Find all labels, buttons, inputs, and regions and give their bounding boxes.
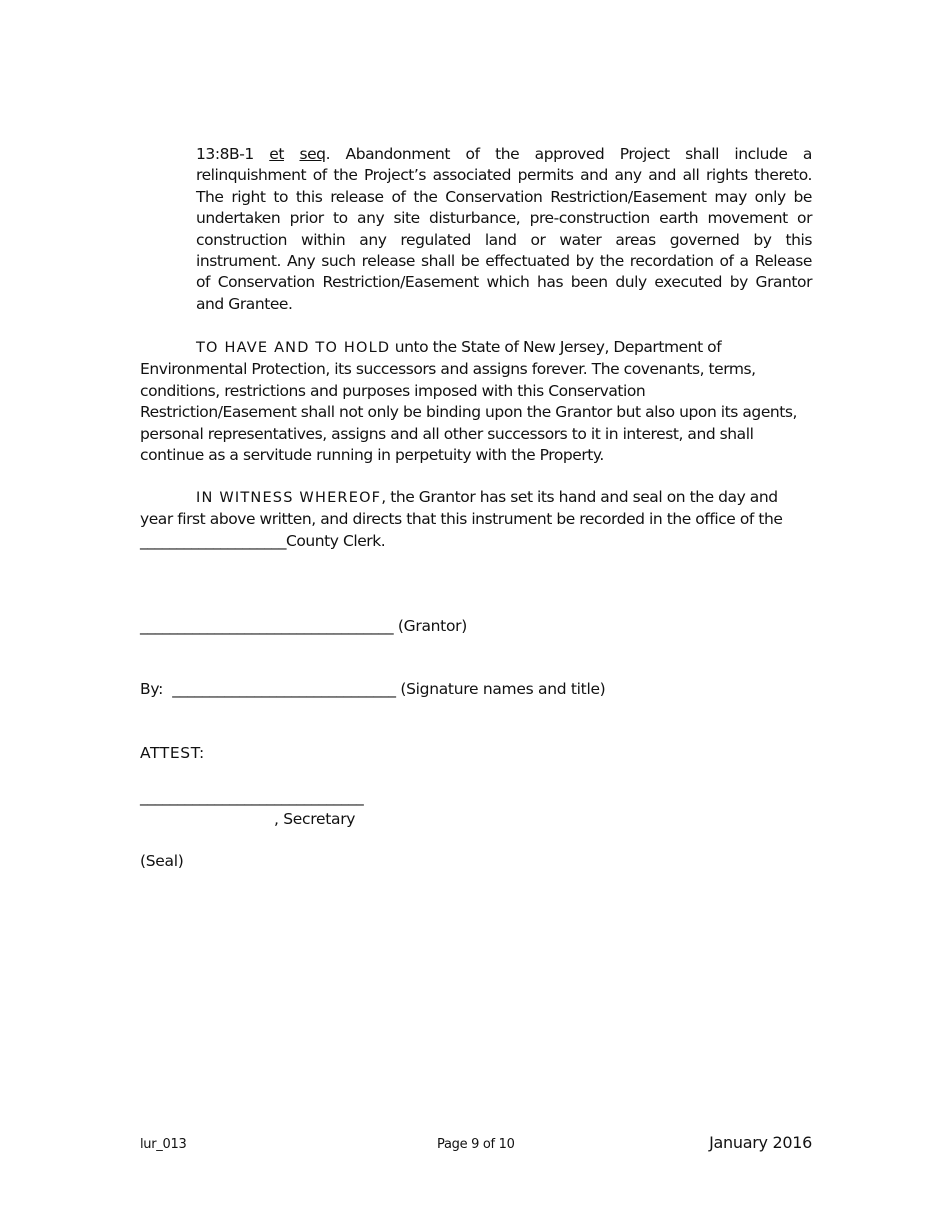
grantor-signature-line: __________________________________ (Grantor) [140, 617, 467, 635]
paragraph-line: TO HAVE AND TO HOLD unto the State of New Jersey, Department of [196, 338, 722, 356]
attest-label: ATTEST: [140, 744, 205, 762]
et-underlined: et [269, 145, 284, 163]
paragraph-line: continue as a servitude running in perpetuity with the Property. [140, 446, 604, 465]
paragraph-line: Environmental Protection, its successors and assigns forever. The covenants, terms, [140, 360, 756, 379]
paragraph-line: instrument. Any such release shall be effectuated by the recordation of a Release [196, 252, 812, 271]
witness-lead: IN WITNESS WHEREOF [196, 490, 382, 506]
paragraph-line: Restriction/Easement shall not only be binding upon the Grantor but also upon its agents, [140, 403, 798, 422]
paragraph-line: construction within any regulated land or water areas governed by this [196, 230, 812, 249]
paragraph-line: relinquishment of the Project’s associated permits and any and all rights thereto. [196, 166, 812, 185]
seal-label: (Seal) [140, 852, 184, 870]
paragraph-line: year first above written, and directs that this instrument be recorded in the office of the [140, 510, 783, 529]
footer-date: January 2016 [709, 1133, 812, 1152]
paragraph-line: 13:8B-1 et seq. Abandonment of the approved Project shall include a [196, 145, 812, 163]
paragraph-line: personal representatives, assigns and all other successors to it in interest, and shall [140, 424, 754, 443]
paragraph-line: undertaken prior to any site disturbance, pre-construction earth movement or [196, 209, 812, 228]
footer-form-id: lur_013 [140, 1137, 187, 1152]
continued-paragraph [196, 144, 812, 315]
paragraph-line: conditions, restrictions and purposes imposed with this Conservation [140, 381, 646, 400]
witness-paragraph [140, 487, 812, 552]
secretary-label: , Secretary [274, 810, 356, 828]
paragraph-line: The right to this release of the Conservation Restriction/Easement may only be [196, 187, 812, 206]
habendum-paragraph [140, 337, 812, 466]
paragraph-line: IN WITNESS WHEREOF, the Grantor has set its hand and seal on the day and [196, 488, 778, 506]
footer-page-number: Page 9 of 10 [437, 1137, 515, 1152]
paragraph-line: of Conservation Restriction/Easement which has been duly executed by Grantor [196, 273, 812, 292]
attest-signature-line: ______________________________ [140, 788, 364, 806]
habendum-lead: TO HAVE AND TO HOLD [196, 340, 391, 356]
seq-underlined: seq [299, 145, 326, 163]
paragraph-line: ____________________County Clerk. [140, 531, 386, 550]
paragraph-line: and Grantee. [196, 294, 293, 313]
by-signature-line: By: ______________________________ (Signature names and title) [140, 680, 606, 698]
